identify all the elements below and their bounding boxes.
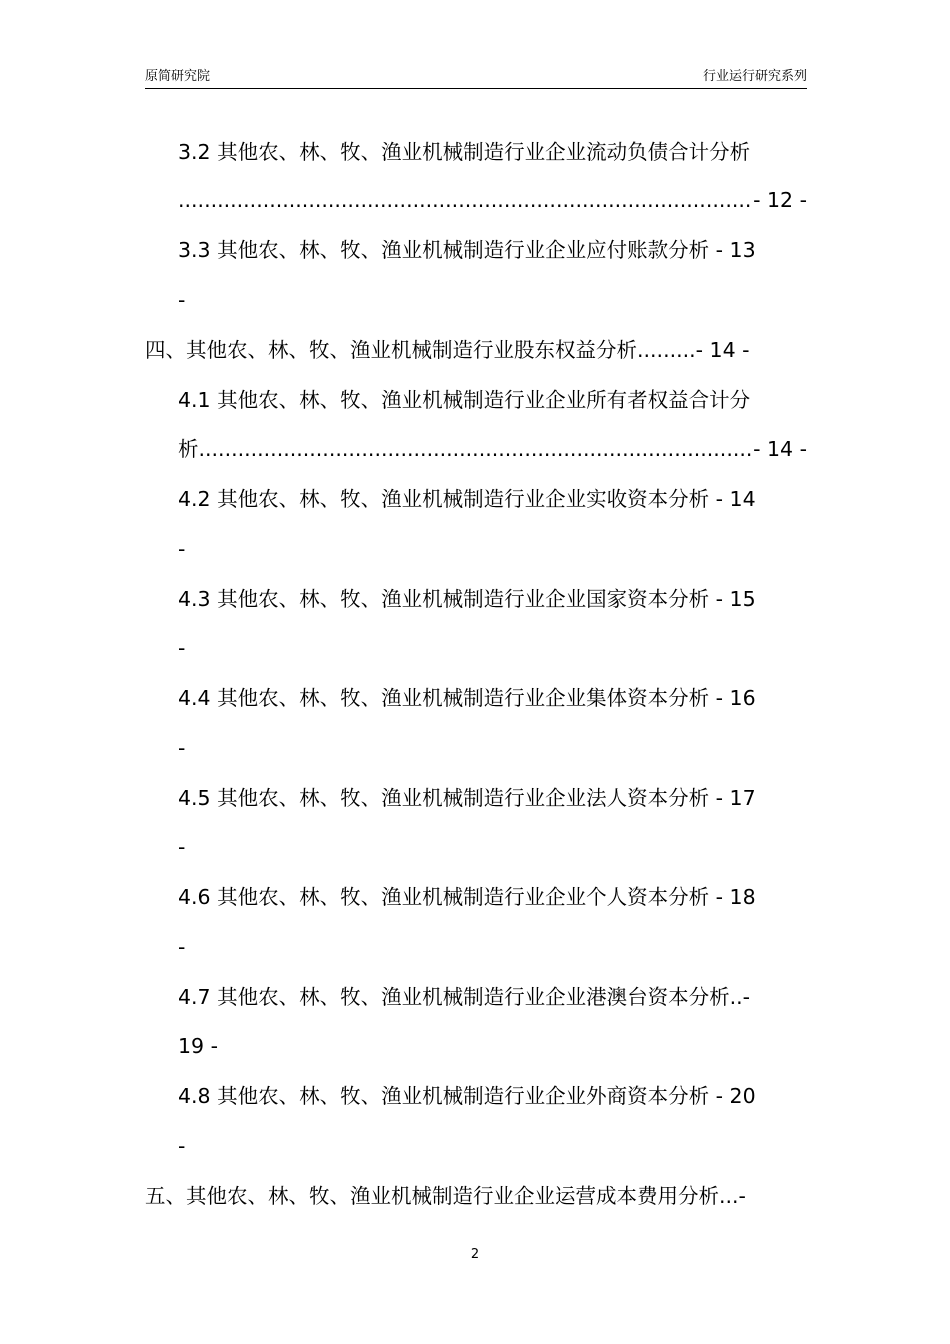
toc-entry-section-4[interactable]: 四、其他农、林、牧、渔业机械制造行业股东权益分析.........- 14 - bbox=[145, 338, 750, 362]
toc-entry-4-6-cont: - bbox=[178, 935, 186, 959]
toc-leader-dots bbox=[199, 435, 754, 463]
toc-entry-section-5[interactable]: 五、其他农、林、牧、渔业机械制造行业企业运营成本费用分析...- bbox=[145, 1184, 746, 1208]
toc-entry-4-2[interactable]: 4.2 其他农、林、牧、渔业机械制造行业企业实收资本分析 - 14 bbox=[178, 487, 756, 511]
toc-entry-3-3[interactable]: 3.3 其他农、林、牧、渔业机械制造行业企业应付账款分析 - 13 bbox=[178, 238, 756, 262]
toc-entry-4-3[interactable]: 4.3 其他农、林、牧、渔业机械制造行业企业国家资本分析 - 15 bbox=[178, 587, 756, 611]
toc-entry-4-6[interactable]: 4.6 其他农、林、牧、渔业机械制造行业企业个人资本分析 - 18 bbox=[178, 885, 756, 909]
toc-entry-4-8[interactable]: 4.8 其他农、林、牧、渔业机械制造行业企业外商资本分析 - 20 bbox=[178, 1084, 756, 1108]
toc-entry-text: 析 bbox=[178, 437, 199, 461]
toc-entry-3-3-cont: - bbox=[178, 288, 186, 312]
toc-entry-4-2-cont: - bbox=[178, 537, 186, 561]
toc-entry-4-1[interactable]: 4.1 其他农、林、牧、渔业机械制造行业企业所有者权益合计分 bbox=[178, 388, 751, 412]
toc-entry-3-2-page[interactable] bbox=[178, 186, 807, 214]
toc-entry-4-8-cont: - bbox=[178, 1134, 186, 1158]
header-left-text: 原简研究院 bbox=[145, 69, 211, 84]
page-number: 2 bbox=[470, 1247, 480, 1262]
toc-entry-4-7[interactable]: 4.7 其他农、林、牧、渔业机械制造行业企业港澳台资本分析..- bbox=[178, 985, 751, 1009]
toc-entry-3-2[interactable]: 3.2 其他农、林、牧、渔业机械制造行业企业流动负债合计分析 bbox=[178, 140, 751, 164]
toc-entry-4-3-cont: - bbox=[178, 636, 186, 660]
toc-entry-4-5[interactable]: 4.5 其他农、林、牧、渔业机械制造行业企业法人资本分析 - 17 bbox=[178, 786, 756, 810]
toc-entry-4-7-cont: 19 - bbox=[178, 1034, 218, 1058]
page-header bbox=[145, 62, 807, 89]
toc-entry-4-1-cont[interactable] bbox=[178, 435, 807, 463]
toc-leader-dots bbox=[178, 186, 753, 214]
toc-entry-4-5-cont: - bbox=[178, 835, 186, 859]
toc-entry-4-4[interactable]: 4.4 其他农、林、牧、渔业机械制造行业企业集体资本分析 - 16 bbox=[178, 686, 756, 710]
header-right-text: 行业运行研究系列 bbox=[702, 69, 807, 84]
toc-page-number: - 14 - bbox=[753, 437, 807, 461]
toc-page-number: - 12 - bbox=[753, 188, 807, 212]
toc-entry-4-4-cont: - bbox=[178, 736, 186, 760]
